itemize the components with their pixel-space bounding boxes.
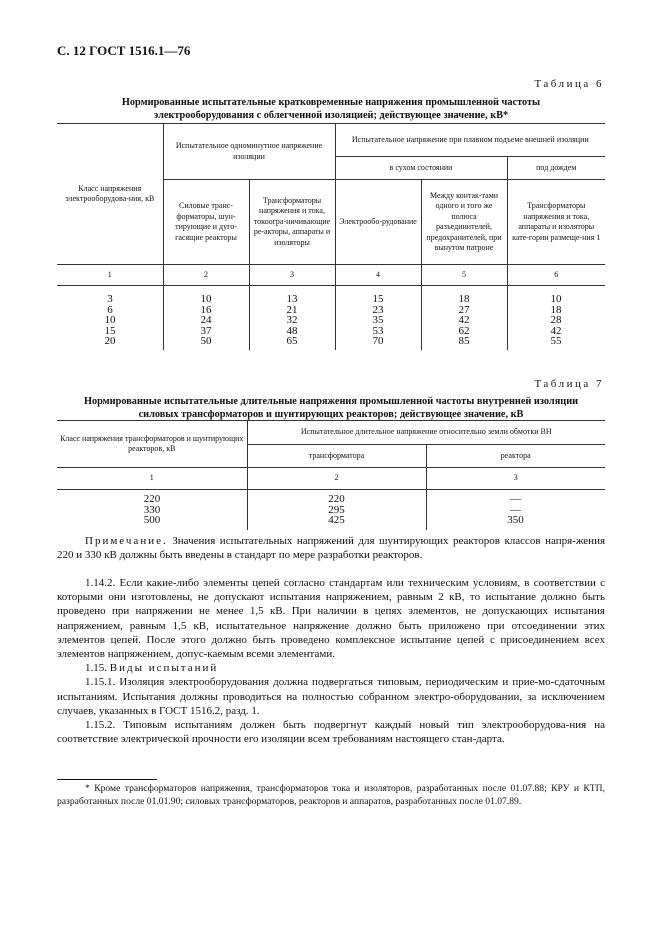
body-text [57,576,605,746]
table6-cell: 3 [107,293,113,305]
table7-cell: 350 [507,514,524,527]
table6-cell: 53 [372,324,384,337]
table7-cell: 500 [143,514,161,527]
footnote-text: * Кроме трансформаторов напряжения, трансформаторов тока и изоляторов, разработанных после 01.07.88; КРУ и КТП, разработанных после 01.01.90; силовых трансформаторов, реакторов и аппаратов, разработанных после 01.07.89. [57,783,605,807]
table6-cell: 10 [200,293,212,305]
table6-group-smooth: Испытательное напряжение при плавном подъеме внешней изоляции [335,124,605,157]
page-header: С. 12 ГОСТ 1516.1—76 [57,43,191,58]
table6-cell: 70 [372,335,384,348]
table6-cell: 42 [458,314,470,327]
table6-col-4: Электрообо-рудование [335,180,421,265]
table6-sub-rain: под дождем [507,157,605,180]
table6-col-6: Трансформаторы напряжения и тока, аппараты и изоляторы кате-гории размеще-ния 1 [507,180,605,265]
table6-cell: 48 [286,324,298,337]
table6-sub-dry: в сухом состоянии [335,157,507,180]
table6-cell: 15 [104,324,116,337]
table6-values-col6 [507,294,605,347]
table6-cell: 20 [104,335,116,348]
table7-colnum: 2 [247,468,426,490]
table7-note [57,534,605,562]
table7-cell: 425 [328,514,345,527]
table6-colnum: 4 [335,265,421,286]
table6-cell: 21 [286,303,298,316]
table6-cell: 10 [104,314,116,327]
table6-values-col4 [335,294,421,347]
table6-colnum: 5 [421,265,507,286]
table7-col-class: Класс напряжения трансформаторов и шунтирующих реакторов, кВ [57,421,247,468]
footnote-divider [57,779,157,780]
table6-colnum: 6 [507,265,605,286]
table6-cell: 18 [550,303,562,316]
table6-cell: 27 [458,303,470,316]
table7-cell: 330 [143,503,161,516]
table6-values-col5 [421,294,507,347]
table7-cell: — [510,493,521,505]
table7-col-transformer: трансформатора [247,445,426,468]
table6-cell: 65 [286,335,298,348]
table7-values-col3 [426,494,605,526]
note-text: Значения испытательных напряжений для шунтирующих реакторов классов напря-жения 220 и 330 кВ должны быть введены в стандарт по мере разработки реакторов. [57,535,606,562]
table6-cell: 85 [458,335,470,348]
table6-title [57,96,605,122]
table6-cell: 35 [372,314,384,327]
note-label: Примечание. [85,535,168,547]
table6-cell: 23 [372,303,384,316]
table6-colnum: 3 [249,265,335,286]
table7-group: Испытательное длительное напряжение относительно земли обмотки ВН [247,421,605,445]
table6-values-col1 [57,294,163,347]
table6-cell: 42 [550,324,562,337]
table6-col-2: Силовые транс-форматоры, шун-тирующие и дуго-гасящие реакторы [163,180,249,265]
table7-cell: 295 [328,503,345,516]
table6-cell: 50 [200,335,212,348]
table7-values-col1 [57,494,247,526]
table6-values-col2 [163,294,249,347]
table6-cell: 6 [107,303,113,316]
table7-cell: — [510,503,521,516]
table6-title-line2: электрооборудования с облегченной изоляцией; действующее значение, кВ* [153,110,509,121]
paragraph-1-15-1: 1.15.1. Изоляция электрооборудования должна подвергаться типовым, периодическим и прие-мо-сдаточным испытаниям. Испытания должны проводиться на полностью собранном электро-оборудовании, за исключением случаев, указанных в ГОСТ 1516.2, разд. 1. [57,676,605,717]
footnote [57,783,605,808]
table6-cell: 55 [550,335,562,348]
section-1-15-heading [57,661,605,675]
table6-cell: 13 [286,293,298,305]
table7-values-col2 [247,494,426,526]
table7-title [57,395,605,421]
table6-cell: 37 [200,324,212,337]
table6-col-5: Между контак-тами одного и того же полюса разъединителей, предохранителей, при вынутом патроне [421,180,507,265]
table6-cell: 28 [550,314,562,327]
table7-col-reactor: реактора [426,445,605,468]
table6-cell: 62 [458,324,470,337]
section-1-15-title: Виды испытаний [109,662,219,675]
table7-cell: 220 [328,493,345,505]
table6-title-line1: Нормированные испытательные кратковременные напряжения промышленной частоты [121,97,541,108]
table6-cell: 15 [372,293,384,305]
table6-colnum: 2 [163,265,249,286]
table6-cell: 10 [550,293,562,305]
table7-colnum: 1 [57,468,247,490]
table6-colnum: 1 [57,265,163,286]
table7-label: Таблица 7 [534,378,604,390]
table6-values-col3 [249,294,335,347]
paragraph-1-15-2: 1.15.2. Типовым испытаниям должен быть подвергнут каждый новый тип электрооборудова-ния на соответствие электрической прочности его изоляции всем требованиям настоящего стан-дарта. [57,719,605,746]
table6-group-one-minute: Испытательное одноминутное напряжение изоляции [163,124,335,180]
table6-cell: 18 [458,293,470,305]
table6-cell: 16 [200,303,212,316]
table6-col-3: Трансформаторы напряжения и тока, токоогра-ничивающие ре-акторы, аппараты и изоляторы [249,180,335,265]
section-1-15-number: 1.15. [85,662,107,675]
table6-cell: 24 [200,314,212,327]
table6-label: Таблица 6 [534,78,604,90]
table7-cell: 220 [143,493,161,505]
table7-title-line1: Нормированные испытательные длительные напряжения промышленной частоты внутренней изоляции [83,396,579,407]
paragraph-1-14-2: 1.14.2. Если какие-либо элементы цепей согласно стандартам или техническим условиям, в соответствии с которыми они изготовлены, не допускают испытания напряжением, равным 2 кВ, то испытание должно быть проведено при напряжении не менее 1,5 кВ. При наличии в цепях элементов, не допускающих испытания напряжением, равным 1,5 кВ, испытательное напряжение должно быть приложено при отсоединении этих элементов цепей. После этого должно быть проведено комплексное испытание цепей с присоединением всех элементов напряжением, допус-каемым всеми элементами. [57,577,605,661]
table7-title-line2: силовых трансформаторов и шунтирующих реакторов; действующее значение, кВ [138,409,524,420]
table7-colnum: 3 [426,468,605,490]
table6-col-class: Класс напряжения электрооборудова-ния, кВ [57,124,163,265]
table6-cell: 32 [286,314,298,327]
